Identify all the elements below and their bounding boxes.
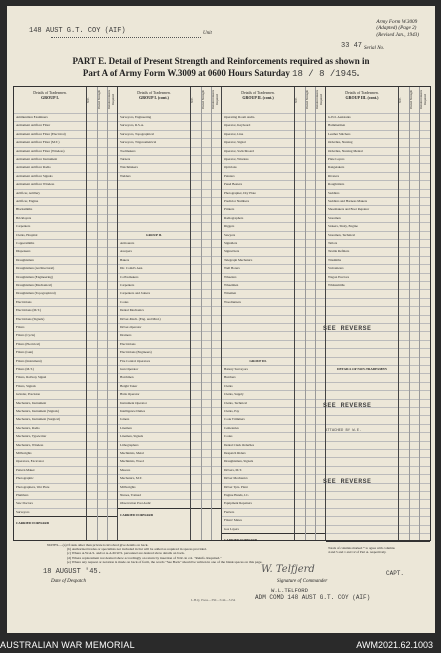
trade-name: Hatchmen [120,375,134,380]
trade-name: Electricians [120,341,136,346]
trade-name: Rangetakers [328,165,345,170]
form-line: (Revised Jan., 1943) [376,31,419,38]
subhead-label: Posted Strength [408,90,413,110]
form-title-line1: PART E. Detail of Present Strength and Reinforcements required as shown in [72,56,370,66]
trade-name: Armament Artificer Fitter [16,123,51,128]
despatch-date-label: Date of Despatch [51,579,86,584]
stamp-see-reverse: SEE REVERSE [323,325,372,332]
subhead-label: W.E. [294,97,298,103]
trade-name: Operator, Keyboard [224,123,251,128]
trade-name: Cemeteries [224,425,239,430]
trade-name: Draughtsmen (Topographical) [16,291,56,296]
trade-name: Surveyors, R.S.A. [120,123,144,128]
trade-name: Plate Layers [328,157,345,161]
column-heading [118,91,190,100]
carried-forward-label: CARRIED FORWARD [16,521,50,526]
trade-name: Wheelmen [224,283,239,287]
trade-name: Riveters [328,173,339,178]
group-label: GROUP I. [41,94,59,100]
trade-name: Operator, Wireless [224,157,249,161]
stamp-see-reverse: SEE REVERSE [323,402,372,409]
trade-name: Clerks [224,383,233,388]
trade-name: Cook Trimmers [224,417,245,422]
trade-name: Artificer, Artillery [16,190,41,195]
trade-name: Textile Refitters [328,249,350,254]
trade-name: Saddlers and Harness Makers [328,199,368,203]
trade-name: Armament Artificer Fitter (Wireless) [16,148,65,153]
trade-name: Engine Hands, I.C. [224,493,250,497]
trade-name: Instrument Operator [120,400,147,405]
trade-name: Well Borers [224,266,240,271]
trade-name: Machinists, Metal [120,451,144,455]
trade-name: Masons [120,467,131,472]
trade-name: GROUP III. [249,358,267,363]
group-label: GROUP II. (cont.) [242,94,274,100]
trade-name: Wiremen [224,291,237,296]
signature: W. Telfjerd [261,564,315,575]
trade-name: Roughriders [328,182,345,187]
subhead-label: Posted Strength [96,90,101,110]
table-column [118,87,222,540]
trade-name: Despatch Riders [224,451,246,455]
trade-name: Carpenters [120,283,135,287]
column-heading [326,91,398,100]
trade-name: Armament Artificer Instrument [16,157,58,161]
column-header [14,87,118,114]
trade-name: Tinsmiths [328,257,342,262]
stamp-attached: ATTACHED BY W.E. [325,429,362,433]
trade-name: Leather Stitchers [328,131,351,136]
trade-name: Butchers [224,375,236,380]
trade-name: Mechanics, Radio [16,425,40,430]
subhead-label: Posted Strength [304,90,309,110]
trade-name: Linemen [120,425,132,430]
title-date: 18 / 8 /194 [292,69,352,79]
trade-name: Coll'ssmakers [120,274,139,279]
trade-name: Surveyors, Topographical [120,131,154,136]
archive-credit: AUSTRALIAN WAR MEMORIAL [0,640,135,650]
subhead-label: W.E. [190,97,194,103]
serial-label: Serial No. [364,46,385,51]
trade-name: Opticians [224,165,237,170]
trade-name: Millwrights [120,484,136,489]
despatch-date: 18 AUGUST '45. [43,568,102,576]
carried-forward-label: CARRIED FORWARD [120,512,154,517]
trade-name: Intelligence Duties [120,409,145,413]
column-divider [294,87,295,540]
trade-name: Vulcanizers [328,266,344,271]
trade-name: Bakers [120,257,130,262]
trade-name: Gun Operator [120,367,139,371]
trade-name: Cooks [224,434,233,439]
trade-name: Height Taker [120,383,138,388]
trade-name: Photographic [16,476,34,481]
title-year-digit: 5 [351,69,357,79]
heading-text: Details of Tradesmen. [33,91,67,95]
table-column [14,87,118,540]
trade-name: Draughtsmen (Mechanical) [16,283,53,287]
trade-name: Linemen, Signals [120,434,144,439]
trade-name: Drainers [120,333,132,338]
form-page [7,6,435,633]
trade-name: Orderlies, Nursing Mental [328,148,363,153]
form-line: Army Form W.3009 [376,19,418,25]
trade-name: Surveyors [16,509,30,514]
heading-text: Details of Tradesmen. [137,91,171,95]
heading-text: Details of Tradesmen. [241,91,275,95]
trade-name: Drivers, M.T. [224,467,242,472]
trade-name: Clerks, Pay [224,409,240,413]
column-divider [419,87,420,540]
note-line: (b) Authorized trades or specialists not included in list will be added as required in spaces provided. [67,547,207,552]
subhead-label: W.E. [398,97,402,103]
trade-name: Cooks [120,299,129,304]
column-header [118,87,222,114]
trade-name: Riggers [224,224,235,229]
trade-name: Joiners [120,417,130,422]
trade-name: Blacksmiths [16,207,33,212]
column-divider [315,87,316,540]
form-reference [376,19,419,38]
column-divider [305,87,306,540]
trade-name: Clerks, Supply [224,392,244,397]
column-divider [211,87,212,540]
trade-name: Signwriters [224,249,240,254]
trade-name: Fitters (M.T.) [16,367,34,371]
trade-name: Equipment Repairers [224,501,252,506]
trade-name: Operator, Line [224,131,244,136]
trade-name: Nurses, Trained [120,493,141,497]
trade-name: Electricians (Engineers) [120,350,152,355]
stamp-see-reverse: SEE REVERSE [323,478,372,485]
trade-name: Fitters' Mates [224,518,242,523]
form-title-line2 [7,68,435,79]
trade-name: Fitters, Railway Signal [16,375,47,380]
trade-name: Armament Artificer Fitter (Electrical) [16,131,66,136]
trade-name: GROUP II. [146,232,162,237]
group-label: GROUP III. (cont.) [345,94,379,100]
notes [47,543,417,564]
trade-name: Driver-Mech. (Eng. and Mnd.) [120,316,161,321]
unit-suffix: Unit [203,31,212,36]
column-heading [222,91,294,100]
trade-name: Stokers, Shaly, Engine [328,224,358,229]
carried-forward-row [14,516,118,541]
trade-name: Fitters (Gun) [16,350,34,355]
column-header [326,87,430,114]
trade-name: Woodturners [224,299,241,304]
trade-name: Welders [120,173,131,178]
trade-name: Ammunition Examiners [16,115,48,119]
archive-id: AWM2021.62.1003 [356,640,433,650]
trade-name: Operator, Signal [224,140,246,145]
trade-name: Surveyors, Trigonometrical [120,140,157,145]
table-column [326,87,430,555]
subhead-label: W.E. [86,97,90,103]
title-end: . [356,68,360,78]
trade-name: Clerks, Technical [224,400,247,405]
trade-name: Artificer, Engine [16,199,39,203]
trade-name: Storemen, Technical [328,232,355,237]
trade-name: Carpenters [16,224,31,229]
trade-name: Farriers [224,509,235,514]
carried-forward-row [118,508,222,541]
trade-name: Watchmakers [120,165,138,170]
trade-name: Turners [120,157,131,161]
unit-line [51,37,201,38]
subhead-label: Reinforcements Required [107,90,116,110]
trade-name: Hammermen [328,123,346,128]
trade-name: Electricians (Signals) [16,316,45,321]
trade-name: Clerks, Hospital [16,232,38,237]
note-line: (e) Where any request or notation is made on back of form, the words "See Back" should be written in one of the blank spaces on this page. [67,559,263,564]
trade-name: Fitters [16,325,25,329]
trade-name: Armament Artificer Radio [16,165,51,170]
trade-name: Printers [224,207,235,212]
trade-name: G.P.O. Assistants [328,115,351,119]
trade-name: Sawyers [224,232,236,237]
trade-name: Radiographers [224,215,244,220]
table-column [222,87,326,540]
commander-name: W.L.TELFORD [271,587,308,594]
trade-name: DETAILS OF NON-TRADESMEN [337,367,387,371]
column-header [222,87,326,114]
trade-name: Draughtsmen (Engineering) [16,274,53,279]
trade-name: Mechanics, M.T. [120,476,143,481]
trade-name: Assayers [120,249,132,254]
trade-name: Dental Mechanics [120,308,144,313]
trade-name: Battery Surveyors [224,367,248,371]
subhead-label: Posted Strength [200,90,205,110]
trade-name: Fitters, Signals [16,383,36,388]
trade-name: Draughtsmen (Architectural) [16,266,55,271]
trade-name: Whitesmiths [328,283,345,287]
trade-name: Pattern Maker [16,467,35,472]
carried-forward-label: CARRIED FORWARD [224,538,258,542]
trade-name: Draughtsmen [16,257,34,262]
trade-name: Shoemakers and Boot Repairer [328,207,370,212]
trade-name: Tailors [328,241,338,245]
trade-name: Toolmakers [120,148,136,153]
trade-name: Machinists, Wood [120,459,144,464]
trade-name: Fire Control Operators [120,358,151,363]
trade-name: Mechanics, Instrument [16,400,47,405]
trade-name: Predictor Numbers [224,199,249,203]
trade-name: Draughtsmen, Signals [224,459,254,464]
trade-name: Fitters (Cycle) [16,333,36,338]
serial-number: 33 47 [341,42,363,50]
trade-name: Driver Tpts. Plant [224,484,248,489]
trade-name: Plumbers [16,493,29,497]
trade-name: Photographer, Dry Plate [224,190,256,195]
column-divider [201,87,202,540]
signature-label: Signature of Commander [277,579,328,584]
trade-name: Driver Mechanics [224,476,248,481]
trade-name: Fitters (Electrical) [16,341,41,346]
rank: CAPT. [386,570,405,577]
trade-name: Surveyors, Engineering [120,115,152,119]
trade-name: Operator, Switchboard [224,148,254,153]
column-divider [107,87,108,540]
trade-name: Painters [224,173,235,178]
column-divider [398,87,399,540]
trade-name: Dtr. Comd's Asst. [120,266,144,271]
trade-name: Driver-Operator [120,325,142,329]
subhead-label: Reinforcements Required [419,90,428,110]
trade-name: Wheelers [224,274,237,279]
trade-name: Mechanics, Instrument (Surgical) [16,417,61,422]
trade-name: Panel Beaters [224,182,243,187]
column-divider [190,87,191,540]
trade-name: Gas Layers [224,526,239,531]
trade-name: Telegraph Mechanics [224,257,253,262]
trade-name: Hsila Operator [120,392,140,397]
trade-name: Carpenters and Joiners [120,291,151,296]
trade-name: Wagon Erectors [328,274,350,279]
trade-name: Mechanics, Typewriter [16,434,47,439]
trade-name: Signallers [224,241,238,245]
subhead-label: Reinforcements Required [315,90,324,110]
heading-text: Details of Tradesmen. [345,91,379,95]
trade-name: Armament Artificer Wireless [16,182,55,187]
trade-name: Mechanics, Instrument (Signals) [16,409,59,413]
trade-name: Armourers [120,241,135,245]
trade-name: Orderlies, Nursing [328,140,353,145]
trade-name: Lithographers [120,442,139,447]
carried-forward-row [222,533,326,541]
trade-name: Bricklayers [16,215,32,220]
trade-name: Dental Clerk Orderlies [224,442,255,447]
trade-name: Millwrights [16,451,32,455]
trade-name: Electricians (M.T.) [16,308,41,313]
subhead-label: Reinforcements Required [211,90,220,110]
trade-name: Observation Post Asdic [120,501,151,506]
printer-imprint: L.H.Q. Press—350—5/44—5154 [191,598,236,602]
trade-name: Electricians [16,299,32,304]
commander-unit: ADM COMD 148 AUST G.T. COY (AIF) [255,594,371,601]
trade-name: Grinder, Precision [16,392,41,397]
column-divider [409,87,410,540]
trade-name: Operators, Excavator [16,459,45,464]
trade-name: Photographers, Wet Plate [16,484,50,489]
trade-name: Saddlers [328,190,340,195]
column-divider [86,87,87,540]
column-divider [97,87,98,540]
group-label: GROUP I. (cont.) [139,94,169,100]
form-line: (Adapted) (Page 2) [376,25,417,32]
unit-name: 148 AUST G.T. COY (AIF) [29,27,126,35]
note-line: NOTES.—(a) If rank other than private is involved give details on back. [47,543,149,547]
trade-name: Operating Room Asdts. [224,115,256,119]
trade-name: Coppersmiths [16,241,35,245]
trade-name: Storemen [328,215,341,220]
trade-name: Dispensers [16,249,31,254]
column-heading [14,91,86,100]
trade-name: Fitters (Instrument) [16,358,42,363]
carried-forward-label: Totals of columns marked * to agree with columns 4 and 5 and 1 and 12 of Part A. respectively. [328,546,395,555]
note-line: (c) Where A.W.A.S. and/or A.A.M.W.S. personnel are desired show details on back. [67,551,185,556]
trade-name: Armament Artificer Signals [16,173,53,178]
trade-name: Saw Doctors [16,501,33,506]
title-text: Part A of Army Form W.3009 at 0600 Hours Saturday [82,68,290,78]
note-line: (d) Where replacement not desired show accordingly on return by insertion of N.R. in col. "Reinfs. Required." [67,555,222,560]
trade-name: Mechanics, Wireless [16,442,44,447]
trade-name: Armament Artificer Fitter (M.T.) [16,140,60,145]
